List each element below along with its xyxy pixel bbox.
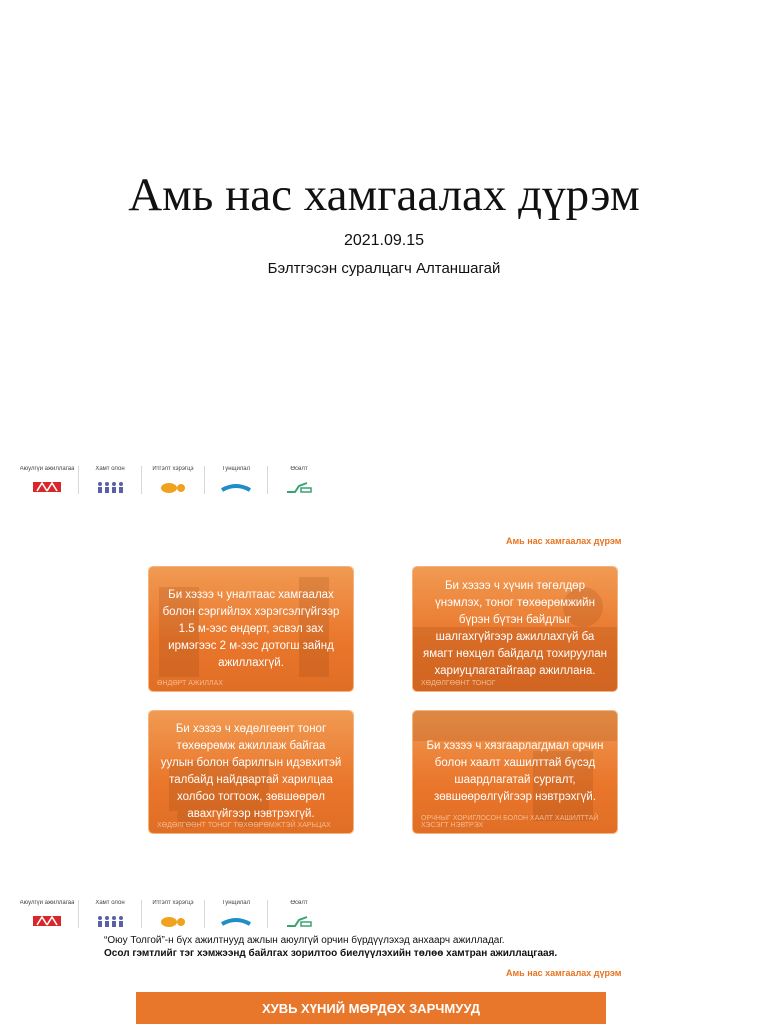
value-label: Хамт олон (95, 466, 125, 472)
rule-caption: ХӨДӨЛГӨӨНТ ТОНОГ (421, 680, 496, 687)
trust-icon (155, 480, 191, 494)
rule-caption: ӨНДӨРТ АЖИЛЛАХ (157, 680, 223, 687)
safety-icon (29, 914, 65, 928)
value-label: Аюулгүй ажиллагаа (19, 900, 75, 906)
rule-card-equipment-check (413, 567, 617, 691)
growth-icon (281, 914, 317, 928)
section-tag: Амь нас хамгаалах дүрэм (506, 968, 622, 978)
rule-card-working-at-height (149, 567, 353, 691)
footer-note (104, 934, 557, 960)
value-label: Тунщилал (221, 466, 251, 472)
value-label: Өсөлт (290, 466, 308, 472)
value-label: Итгэлт хэрэгцэ (152, 900, 194, 906)
value-label: Аюулгүй ажиллагаа (19, 466, 75, 472)
transparency-icon (218, 480, 254, 494)
section-tag: Амь нас хамгаалах дүрэм (506, 536, 622, 546)
growth-icon (281, 480, 317, 494)
document-author: Бэлтгэсэн суралцагч Алтаншагай (267, 260, 501, 277)
value-label: Тунщилал (221, 900, 251, 906)
value-team (83, 900, 142, 928)
values-logo-row (20, 466, 334, 494)
value-team (83, 466, 142, 494)
rule-text: Би хэзээ ч хөдөлгөөнт тоног төхөөрөмж ажиллаж байгаа уулын болон барилгын идэвхитэй талбайд найдвартай харилцаа холбоо тогтоож, зөвшөөрөл авахгүйгээр нэвтрэхгүй. (160, 723, 342, 820)
value-label: Хамт олон (95, 900, 125, 906)
rule-caption: ХӨДӨЛГӨӨНТ ТОНОГ ТӨХӨӨРӨМЖТЭЙ ХАРЬЦАХ (157, 822, 331, 829)
document-title: Амь нас хамгаалах дүрэм (128, 169, 640, 221)
rule-text: Би хэзээ ч хязгаарлагдмал орчин болон хаалт хашилттай бүсэд шаардлагатай сургалт, зөвшөөрөлгүйгээр нэвтрэхгүй. (426, 740, 604, 803)
safety-icon (29, 480, 65, 494)
value-transparency (209, 900, 268, 928)
values-logo-row (20, 900, 334, 928)
value-trust (146, 900, 205, 928)
trust-icon (155, 914, 191, 928)
value-trust (146, 466, 205, 494)
transparency-icon (218, 914, 254, 928)
rule-card-confined-space (413, 711, 617, 833)
footer-line-2: Осол гэмтлийг тэг хэмжээнд байлгах зорилтоо биелүүлэхийн төлөө хамтран ажиллацгаая. (104, 948, 558, 959)
value-growth (272, 900, 330, 928)
principles-title: ХУВЬ ХҮНИЙ МӨРДӨХ ЗАРЧМУУД (136, 992, 606, 1024)
rule-text: Би хэзээ ч уналтаас хамгаалах болон сэргийлэх хэрэгсэлгүйгээр 1.5 м-ээс өндөрт, эсвэл зах ирмэгээс 2 м-ээс дотогш зайнд ажиллахгүй. (162, 588, 340, 669)
value-safety (20, 900, 79, 928)
rule-text: Би хэзээ ч хүчин төгөлдөр үнэмлэх, тоног төхөөрөмжийн бүрэн бүтэн байдлыг шалгахгүйгээр ажиллахгүй ба ямагт нөхцөл байдалд тохируулан хариуцлагатайгаар ажиллана. (423, 580, 607, 677)
footer-line-1: “Оюу Толгой”-н бүх ажилтнууд ажлын аюулгүй орчин бүрдүүлэхэд анхаарч ажилладаг. (104, 935, 505, 946)
value-label: Итгэлт хэрэгцэ (152, 466, 194, 472)
team-icon (92, 480, 128, 494)
value-safety (20, 466, 79, 494)
value-label: Өсөлт (290, 900, 308, 906)
rule-card-mobile-equipment (149, 711, 353, 833)
team-icon (92, 914, 128, 928)
value-growth (272, 466, 330, 494)
rule-caption: ОРЧНЫГ ХОРИГЛОСОН БОЛОН ХААЛТ ХАШИЛТТАЙ ХЭСЭГТ НЭВТРЭХ (421, 815, 599, 829)
value-transparency (209, 466, 268, 494)
document-date: 2021.09.15 (343, 232, 425, 249)
